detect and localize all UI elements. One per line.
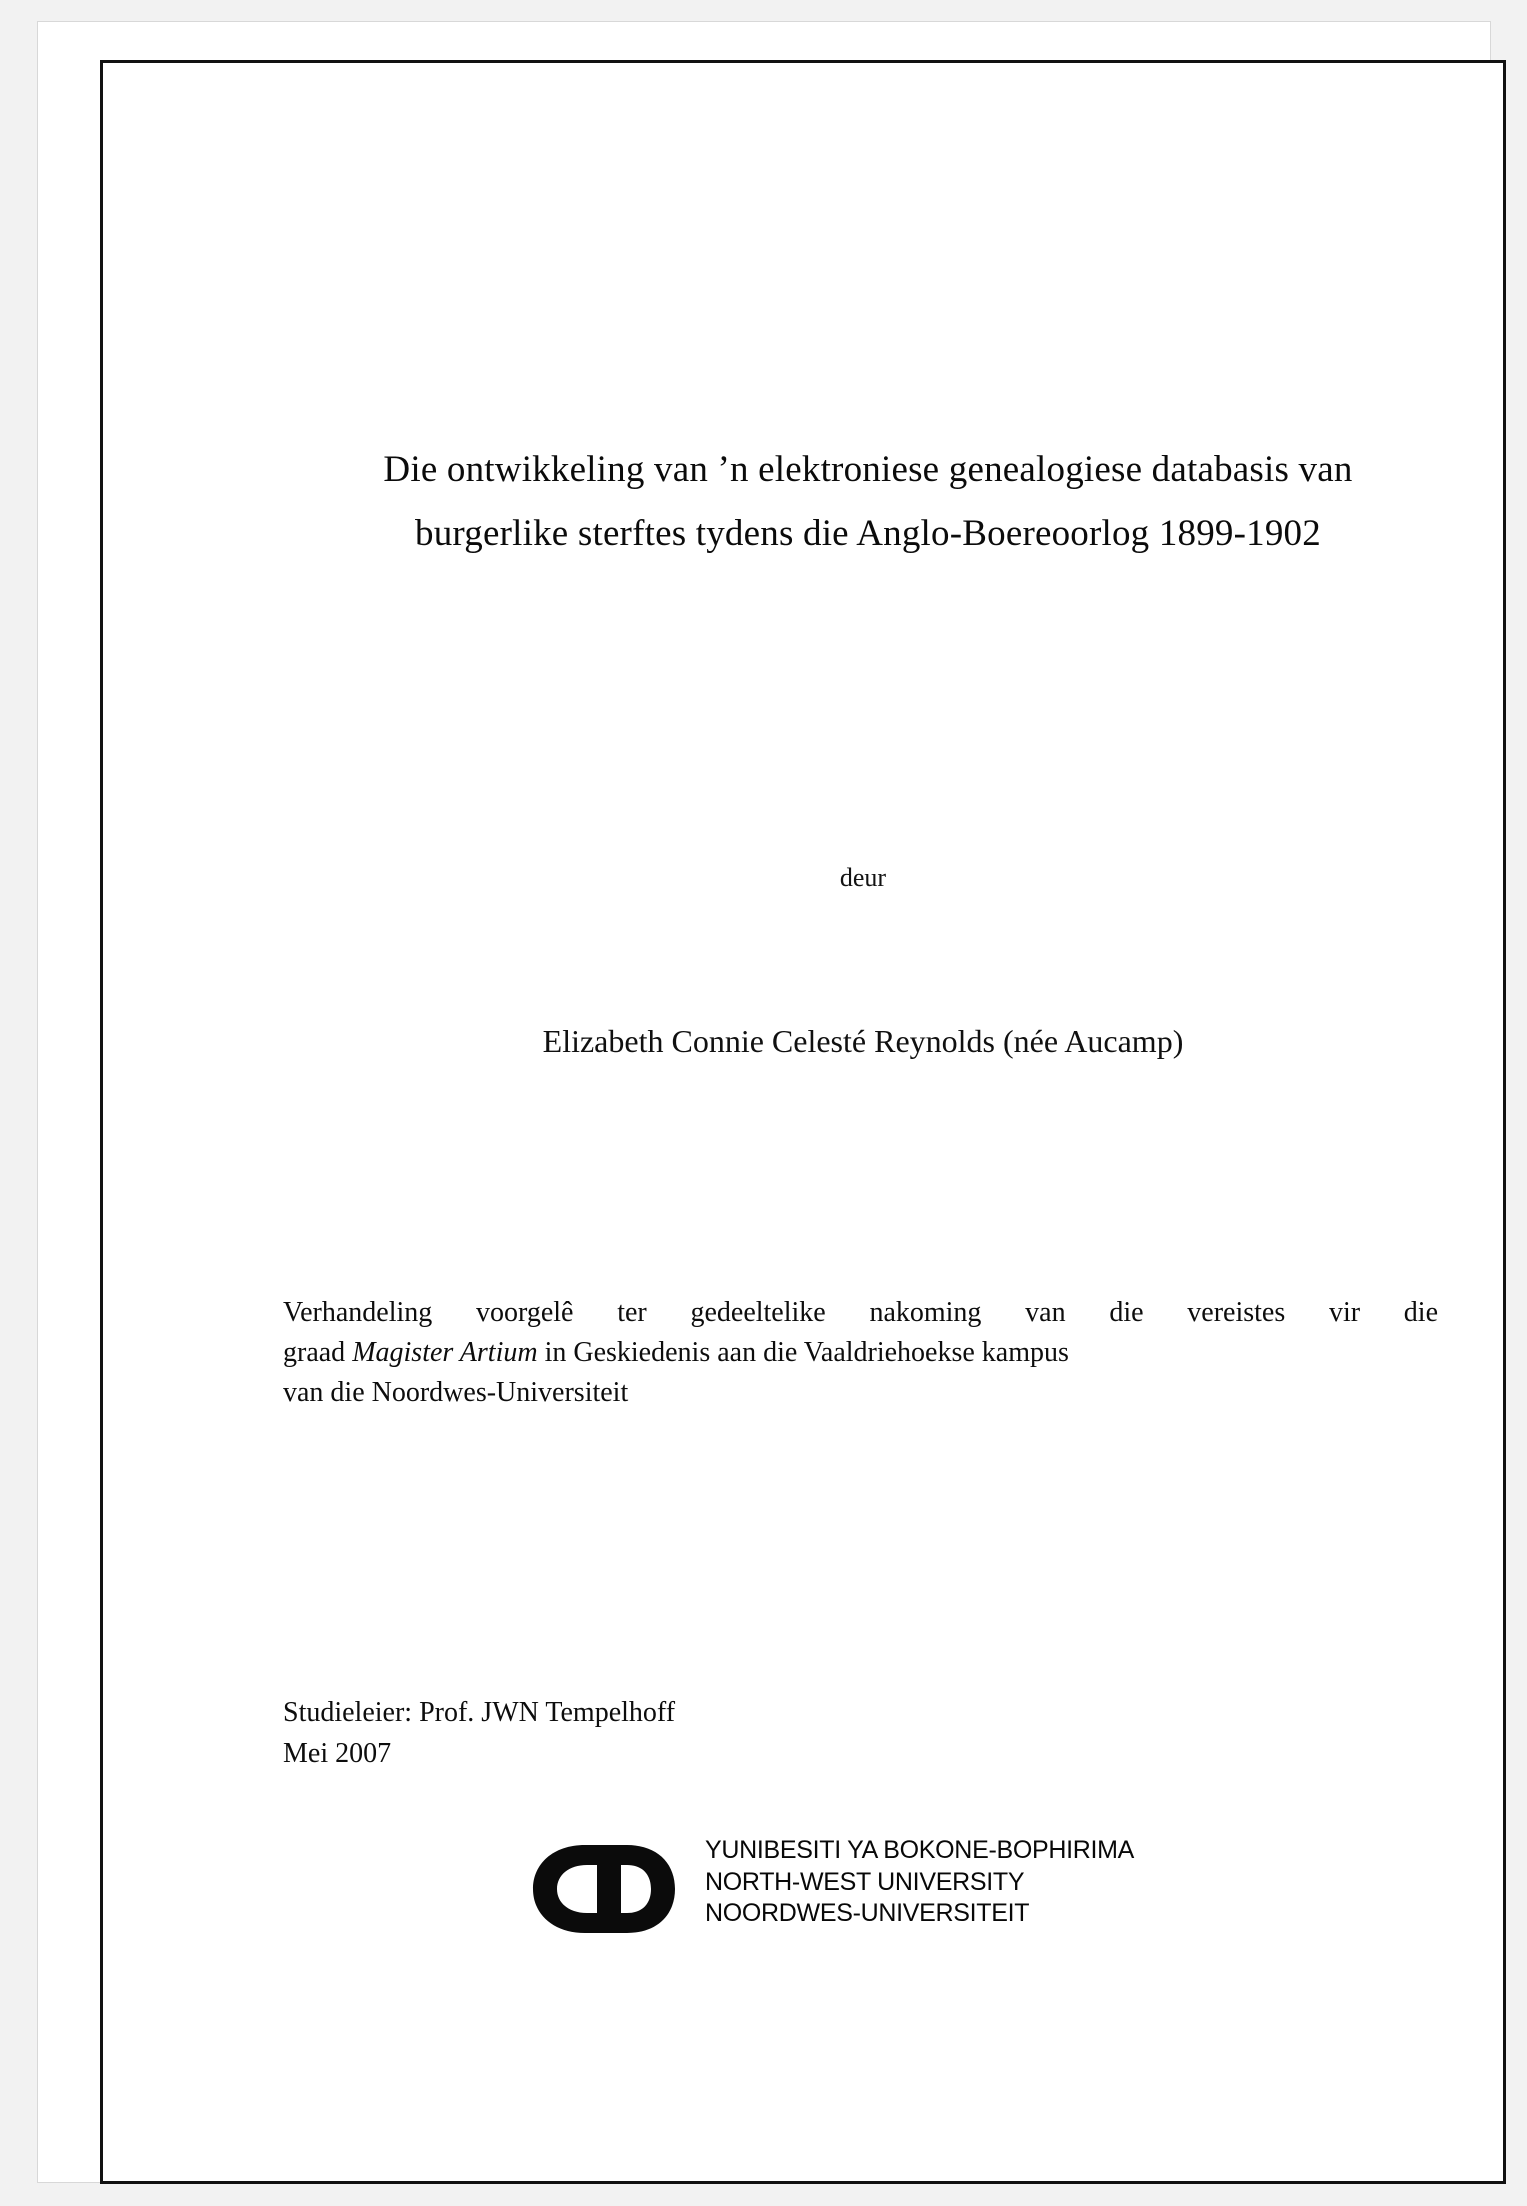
date-line: Mei 2007 xyxy=(283,1737,392,1769)
degree-statement xyxy=(283,1293,1438,1412)
statement-line-1: Verhandeling voorgelê ter gedeeltelike nakoming van die vereistes vir die xyxy=(283,1297,1438,1328)
statement-line-3: van die Noordwes-Universiteit xyxy=(283,1376,629,1408)
statement-line-2 xyxy=(283,1333,1438,1373)
university-logo-block xyxy=(523,1833,1223,1953)
statement-line-2-post: in Geskiedenis aan die Vaaldriehoekse kampus xyxy=(537,1336,1069,1368)
supervisor-block xyxy=(283,1693,1283,1774)
page-sheet xyxy=(38,22,1490,2182)
page-title xyxy=(283,438,1453,565)
title-page-content xyxy=(223,123,1503,2123)
author-name: Elizabeth Connie Celesté Reynolds (née Aucamp) xyxy=(542,1023,1184,1059)
page-border-rule xyxy=(100,60,1506,2184)
north-west-university-logo-icon xyxy=(523,1837,693,1941)
title-line-2: burgerlike sterftes tydens die Anglo-Boereoorlog 1899-1902 xyxy=(415,512,1321,554)
logo-text-line-3: NOORDWES-UNIVERSITEIT xyxy=(705,1899,1030,1927)
degree-name: Magister Artium xyxy=(352,1336,538,1368)
statement-line-2-pre: graad xyxy=(283,1336,353,1368)
university-logo-text xyxy=(705,1835,1134,1930)
supervisor-line: Studieleier: Prof. JWN Tempelhoff xyxy=(283,1697,676,1728)
logo-text-line-2: NORTH-WEST UNIVERSITY xyxy=(705,1867,1025,1896)
by-label: deur xyxy=(839,863,887,892)
title-line-1: Die ontwikkeling van ’n elektroniese genealogiese databasis van xyxy=(383,449,1353,490)
logo-text-line-1: YUNIBESITI YA BOKONE-BOPHIRIMA xyxy=(705,1836,1135,1864)
